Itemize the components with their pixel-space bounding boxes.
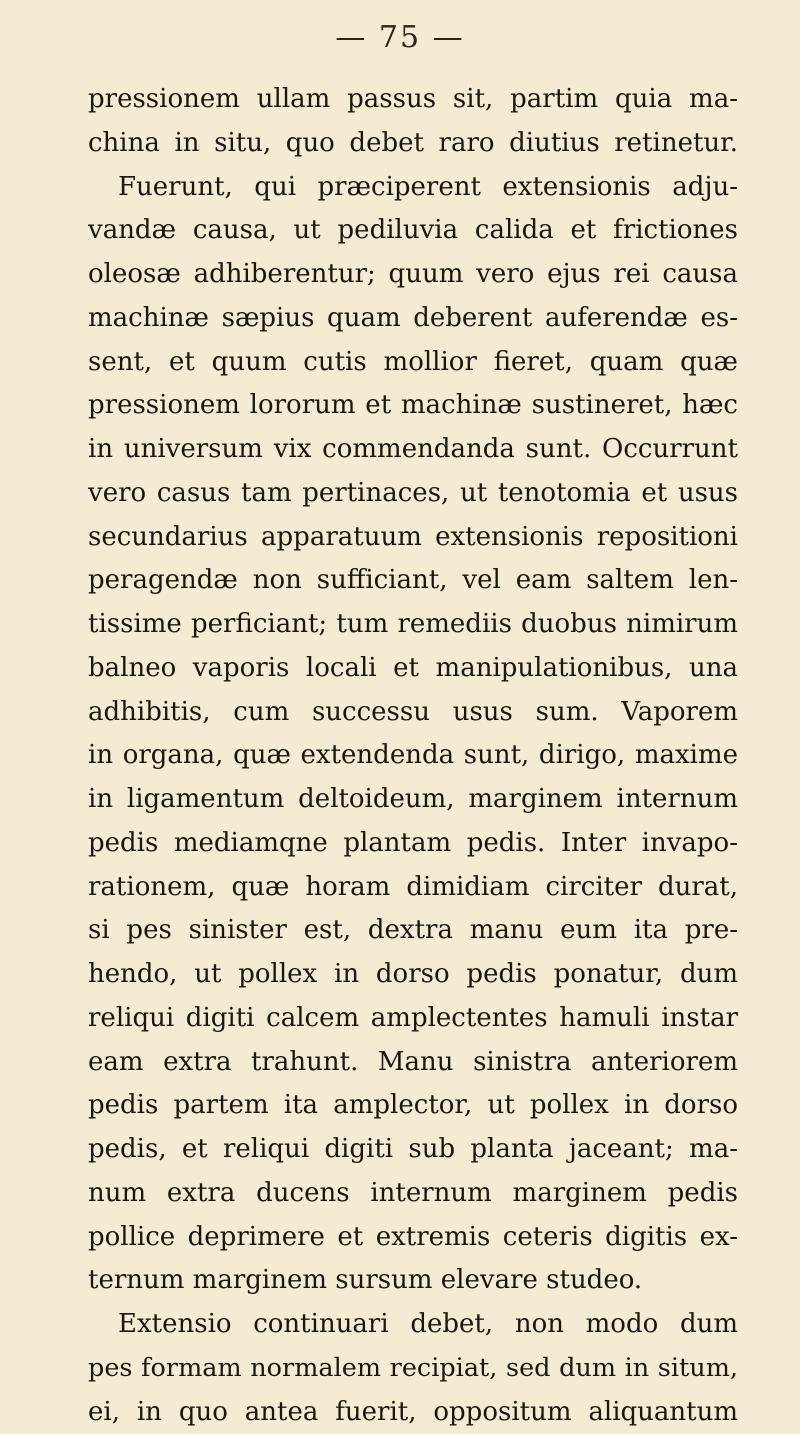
- text-line: vero casus tam pertinaces, ut tenotomia et usus: [88, 472, 738, 516]
- text-line: oleosæ adhiberentur; quum vero ejus rei causa: [88, 253, 738, 297]
- text-line: in universum vix commendanda sunt. Occurrunt: [88, 428, 738, 472]
- text-line: ternum marginem sursum elevare studeo.: [88, 1259, 738, 1303]
- text-line: si pes sinister est, dextra manu eum ita pre-: [88, 909, 738, 953]
- text-line: reliqui digiti calcem amplectentes hamuli instar: [88, 997, 738, 1041]
- text-line: in organa, quæ extendenda sunt, dirigo, maxime: [88, 734, 738, 778]
- text-line: tissime perficiant; tum remediis duobus nimirum: [88, 603, 738, 647]
- body-text: [88, 78, 738, 1434]
- text-line: pressionem ullam passus sit, partim quia ma-: [88, 78, 738, 122]
- text-line: balneo vaporis locali et manipulationibus, una: [88, 647, 738, 691]
- text-line: pedis, et reliqui digiti sub planta jaceant; ma-: [88, 1128, 738, 1172]
- text-line: Fuerunt, qui præciperent extensionis adju-: [88, 166, 738, 210]
- text-line: pollice deprimere et extremis ceteris digitis ex-: [88, 1216, 738, 1260]
- text-line: adhibitis, cum successu usus sum. Vaporem: [88, 691, 738, 735]
- text-line: vandæ causa, ut pediluvia calida et frictiones: [88, 209, 738, 253]
- text-line: machinæ sæpius quam deberent auferendæ es-: [88, 297, 738, 341]
- text-line: secundarius apparatuum extensionis repositioni: [88, 516, 738, 560]
- text-line: sent, et quum cutis mollior fieret, quam quæ: [88, 341, 738, 385]
- text-line: pedis mediamqne plantam pedis. Inter invapo-: [88, 822, 738, 866]
- text-line: rationem, quæ horam dimidiam circiter durat,: [88, 866, 738, 910]
- text-line: eam extra trahunt. Manu sinistra anteriorem: [88, 1041, 738, 1085]
- text-line: Extensio continuari debet, non modo dum: [88, 1303, 738, 1347]
- text-line: pedis partem ita amplector, ut pollex in dorso: [88, 1084, 738, 1128]
- text-line: ei, in quo antea fuerit, oppositum aliquantum: [88, 1391, 738, 1434]
- text-line: num extra ducens internum marginem pedis: [88, 1172, 738, 1216]
- text-line: pressionem lororum et machinæ sustineret, hæc: [88, 384, 738, 428]
- text-line: pes formam normalem recipiat, sed dum in situm,: [88, 1347, 738, 1391]
- text-line: peragendæ non sufficiant, vel eam saltem len-: [88, 559, 738, 603]
- text-line: china in situ, quo debet raro diutius retinetur.: [88, 122, 738, 166]
- text-line: in ligamentum deltoideum, marginem internum: [88, 778, 738, 822]
- page-number: — 75 —: [0, 20, 800, 55]
- text-line: hendo, ut pollex in dorso pedis ponatur, dum: [88, 953, 738, 997]
